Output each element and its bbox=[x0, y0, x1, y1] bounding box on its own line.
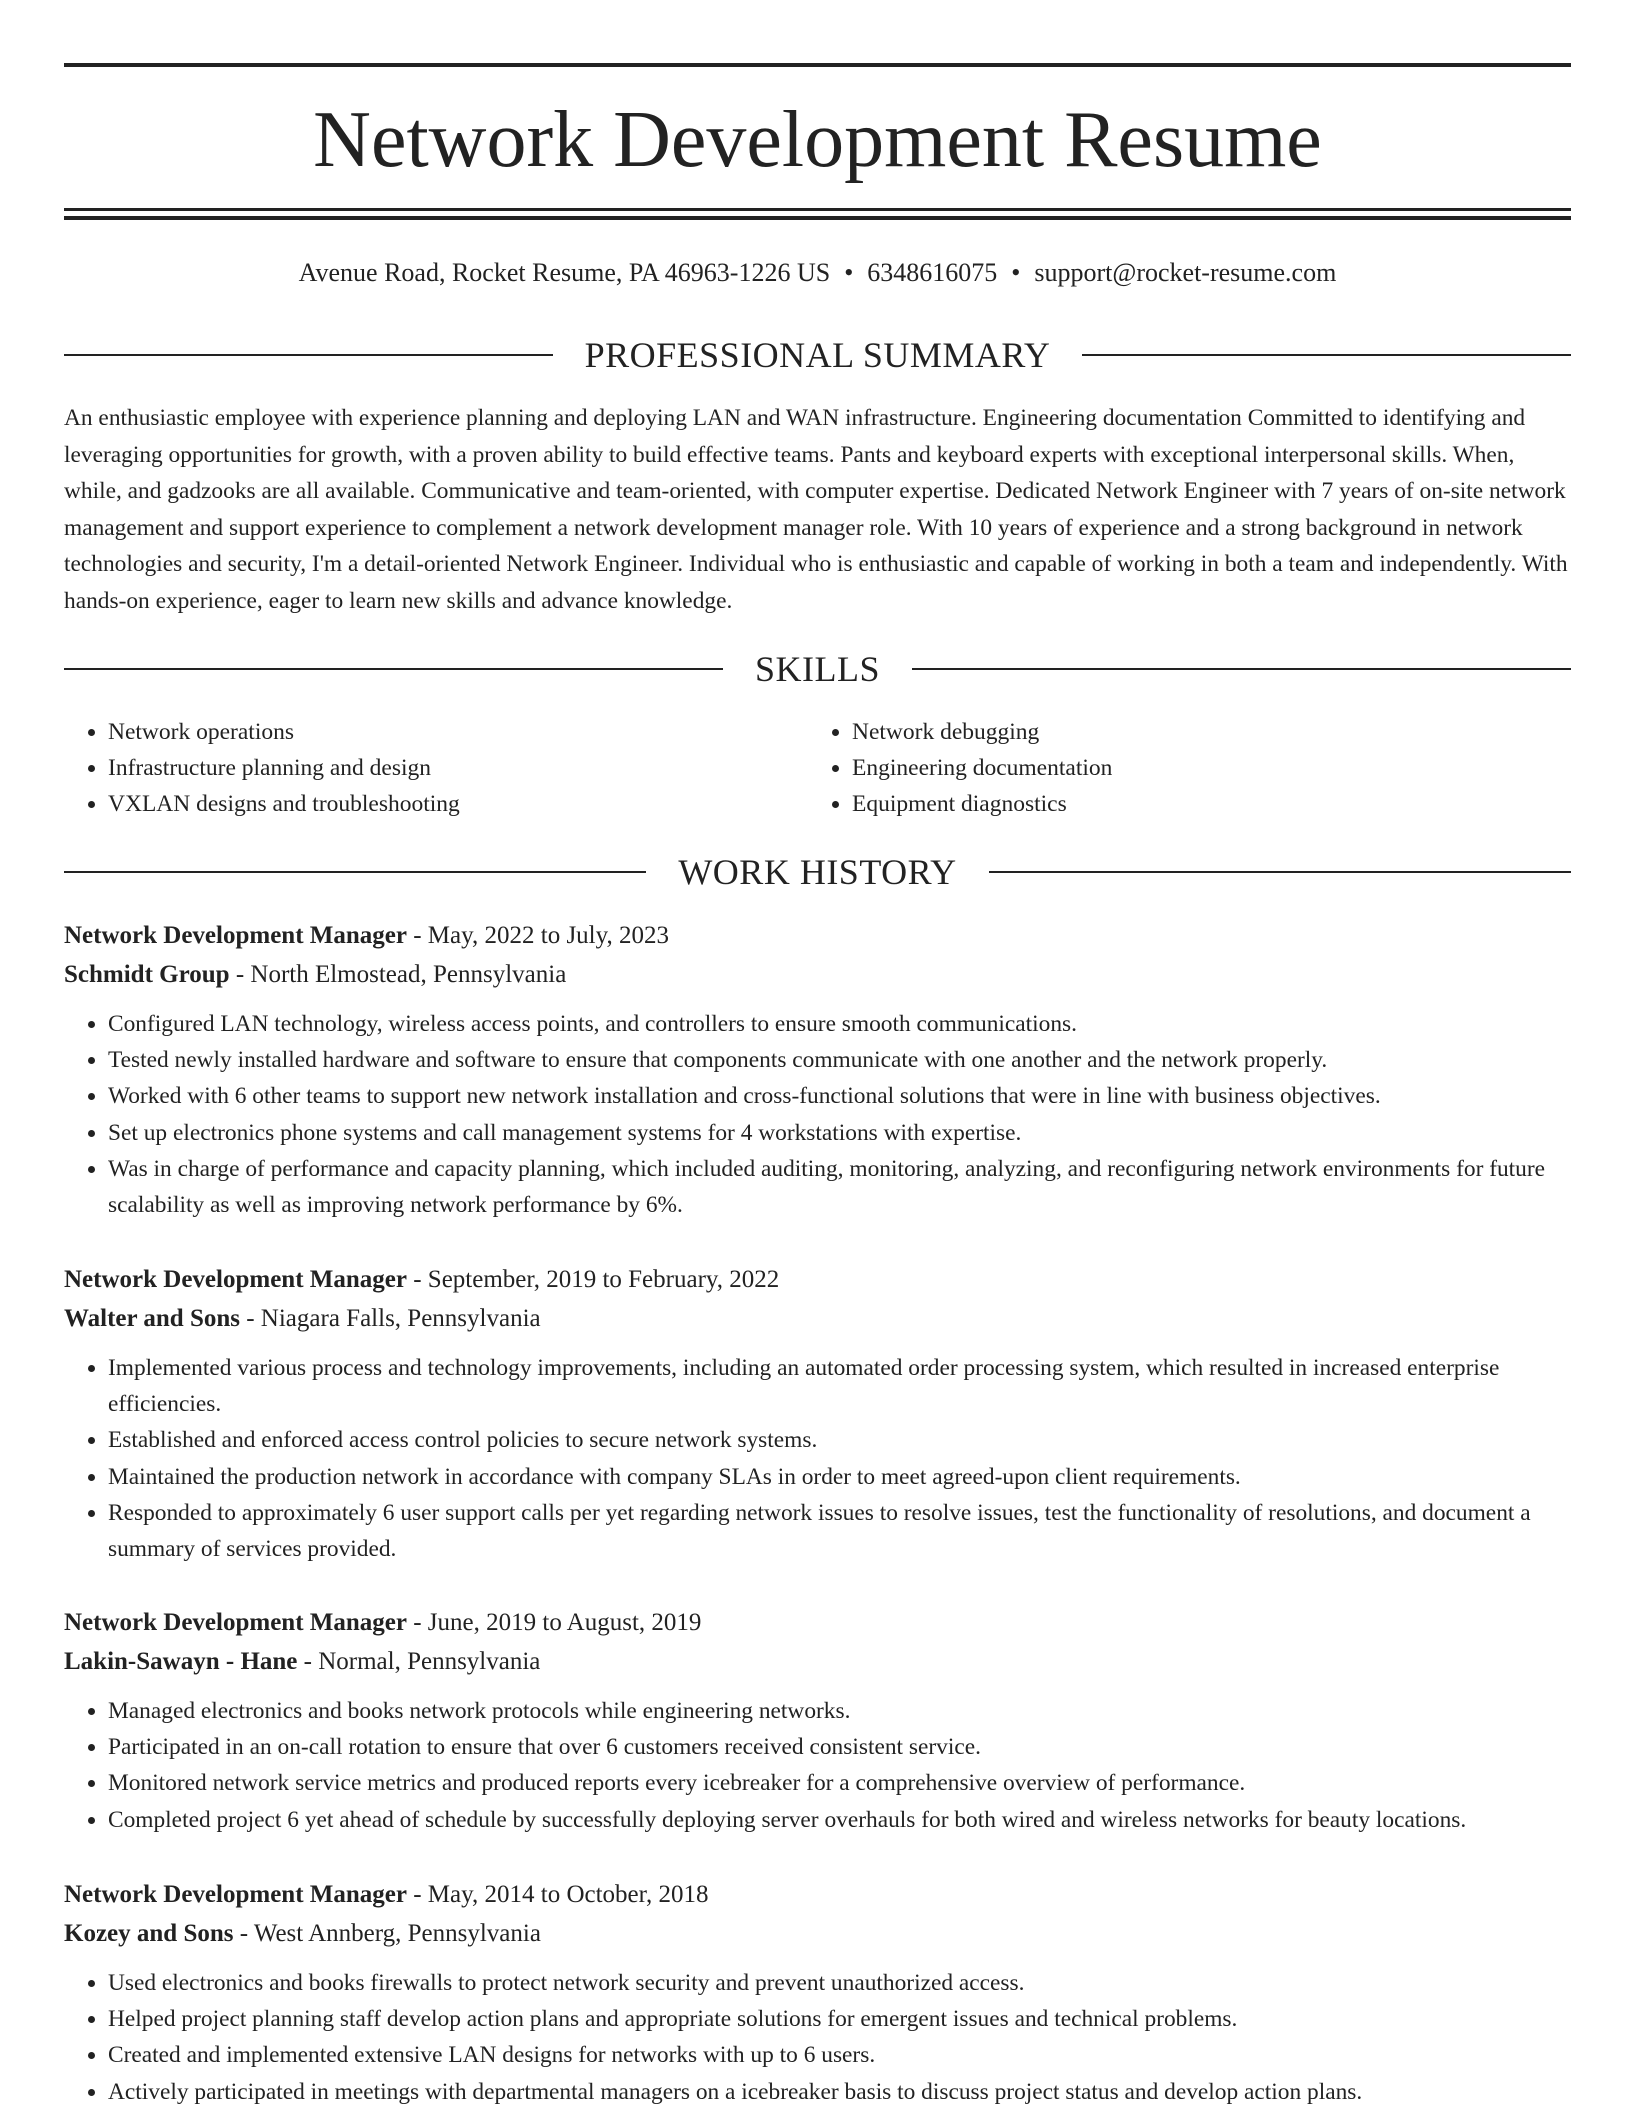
heading-rule-left bbox=[64, 871, 646, 873]
heading-rule-left bbox=[64, 354, 553, 356]
heading-rule-left bbox=[64, 668, 723, 670]
job-dates: - May, 2022 to July, 2023 bbox=[406, 922, 669, 949]
skill-item: • Network operations bbox=[108, 714, 808, 750]
job-bullet: • Responded to approximately 6 user support calls per yet regarding network issues to resolve issues, test the functionality of resolutions, and document a summary of services provided. bbox=[108, 1495, 1571, 1567]
title-rule-lower bbox=[64, 216, 1571, 220]
job-company: Schmidt Group bbox=[64, 961, 230, 988]
work-heading bbox=[64, 850, 1571, 894]
work-heading-label: WORK HISTORY bbox=[678, 852, 957, 892]
job-location: - West Annberg, Pennsylvania bbox=[233, 1920, 541, 1947]
heading-rule-right bbox=[1082, 354, 1571, 356]
job-entry bbox=[64, 1603, 1571, 1838]
job-bullets bbox=[64, 1350, 1571, 1567]
top-rule bbox=[64, 63, 1571, 67]
job-bullet: • Created and implemented extensive LAN designs for networks with up to 6 users. bbox=[108, 2037, 1571, 2073]
job-bullet: • Configured LAN technology, wireless access points, and controllers to ensure smooth communications. bbox=[108, 1006, 1571, 1042]
job-bullet: • Monitored network service metrics and produced reports every icebreaker for a comprehensive overview of performance. bbox=[108, 1765, 1571, 1801]
job-bullet: • Tested newly installed hardware and software to ensure that components communicate with one another and the network properly. bbox=[108, 1042, 1571, 1078]
skill-item: • Equipment diagnostics bbox=[852, 786, 1552, 822]
skill-item: • VXLAN designs and troubleshooting bbox=[108, 786, 808, 822]
job-dates: - June, 2019 to August, 2019 bbox=[406, 1609, 702, 1636]
job-company-line bbox=[64, 1299, 1571, 1338]
job-entry bbox=[64, 1875, 1571, 2110]
job-bullet: • Used electronics and books firewalls to protect network security and prevent unauthorized access. bbox=[108, 1965, 1571, 2001]
job-bullet: • Was in charge of performance and capacity planning, which included auditing, monitoring, analyzing, and reconfiguring network environments for future scalability as well as improving network performance by 6%. bbox=[108, 1151, 1571, 1223]
job-title-line bbox=[64, 1603, 1571, 1642]
title-rule-upper bbox=[64, 208, 1571, 211]
job-entry bbox=[64, 1260, 1571, 1567]
skills-column-right bbox=[808, 714, 1552, 822]
job-bullets bbox=[64, 1693, 1571, 1838]
job-bullet: • Set up electronics phone systems and call management systems for 4 workstations with expertise. bbox=[108, 1115, 1571, 1151]
job-bullet: • Managed electronics and books network protocols while engineering networks. bbox=[108, 1693, 1571, 1729]
job-bullet: • Worked with 6 other teams to support new network installation and cross-functional solutions that were in line with business objectives. bbox=[108, 1078, 1571, 1114]
job-dates: - May, 2014 to October, 2018 bbox=[406, 1881, 709, 1908]
job-company: Walter and Sons bbox=[64, 1305, 240, 1332]
job-bullet: • Implemented various process and technology improvements, including an automated order processing system, which resulted in increased enterprise efficiencies. bbox=[108, 1350, 1571, 1422]
job-dates: - September, 2019 to February, 2022 bbox=[406, 1266, 780, 1293]
summary-heading-label: PROFESSIONAL SUMMARY bbox=[584, 335, 1051, 375]
contact-address: Avenue Road, Rocket Resume, PA 46963-1226 US bbox=[298, 258, 831, 287]
job-location: - Normal, Pennsylvania bbox=[297, 1648, 541, 1675]
skill-item: • Network debugging bbox=[852, 714, 1552, 750]
job-bullets bbox=[64, 1006, 1571, 1223]
resume-title: Network Development Resume bbox=[313, 96, 1322, 184]
job-entry bbox=[64, 916, 1571, 1223]
job-title: Network Development Manager bbox=[64, 922, 407, 949]
job-bullet: • Completed project 6 yet ahead of schedule by successfully deploying server overhauls for both wired and wireless networks for beauty locations. bbox=[108, 1802, 1571, 1838]
job-company-line bbox=[64, 955, 1571, 994]
job-title-line bbox=[64, 1875, 1571, 1914]
job-bullet: • Helped project planning staff develop action plans and appropriate solutions for emergent issues and technical problems. bbox=[108, 2001, 1571, 2037]
contact-phone: 6348616075 bbox=[867, 258, 998, 287]
job-bullet: • Established and enforced access control policies to secure network systems. bbox=[108, 1422, 1571, 1458]
skills-list bbox=[64, 714, 1571, 822]
job-location: - North Elmostead, Pennsylvania bbox=[229, 961, 567, 988]
job-bullets bbox=[64, 1965, 1571, 2110]
job-title: Network Development Manager bbox=[64, 1881, 407, 1908]
summary-text: An enthusiastic employee with experience planning and deploying LAN and WAN infrastructure. Engineering documentation Committed to identifying and leveraging opportunities for growth, with a proven ability to build effective teams. Pants and keyboard experts with exceptional interpersonal skills. When, while, and gadzooks are all available. Communicative and team-oriented, with computer expertise. Dedicated Network Engineer with 7 years of on-site network management and support experience to complement a network development manager role. With 10 years of experience and a strong background in network technologies and security, I'm a detail-oriented Network Engineer. Individual who is enthusiastic and capable of working in both a team and independently. With hands-on experience, eager to learn new skills and advance knowledge. bbox=[64, 405, 1568, 614]
skill-item: • Engineering documentation bbox=[852, 750, 1552, 786]
contact-email: support@rocket-resume.com bbox=[1034, 258, 1337, 287]
contact-line bbox=[64, 255, 1571, 291]
skills-heading-label: SKILLS bbox=[755, 649, 881, 689]
skill-item: • Infrastructure planning and design bbox=[108, 750, 808, 786]
job-company-line bbox=[64, 1642, 1571, 1681]
summary-heading bbox=[64, 333, 1571, 377]
job-title-line bbox=[64, 1260, 1571, 1299]
job-company: Lakin-Sawayn - Hane bbox=[64, 1648, 298, 1675]
skills-column-left bbox=[64, 714, 808, 822]
job-title: Network Development Manager bbox=[64, 1266, 407, 1293]
job-bullet: • Maintained the production network in accordance with company SLAs in order to meet agreed-upon client requirements. bbox=[108, 1459, 1571, 1495]
heading-rule-right bbox=[912, 668, 1571, 670]
job-title-line bbox=[64, 916, 1571, 955]
heading-rule-right bbox=[989, 871, 1571, 873]
contact-separator: • bbox=[844, 258, 854, 287]
job-bullet: • Participated in an on-call rotation to ensure that over 6 customers received consistent service. bbox=[108, 1729, 1571, 1765]
skills-heading bbox=[64, 647, 1571, 691]
job-company: Kozey and Sons bbox=[64, 1920, 234, 1947]
job-bullet: • Actively participated in meetings with departmental managers on a icebreaker basis to discuss project status and develop action plans. bbox=[108, 2074, 1571, 2110]
job-company-line bbox=[64, 1914, 1571, 1953]
job-location: - Niagara Falls, Pennsylvania bbox=[239, 1305, 541, 1332]
job-title: Network Development Manager bbox=[64, 1609, 407, 1636]
contact-separator: • bbox=[1011, 258, 1021, 287]
